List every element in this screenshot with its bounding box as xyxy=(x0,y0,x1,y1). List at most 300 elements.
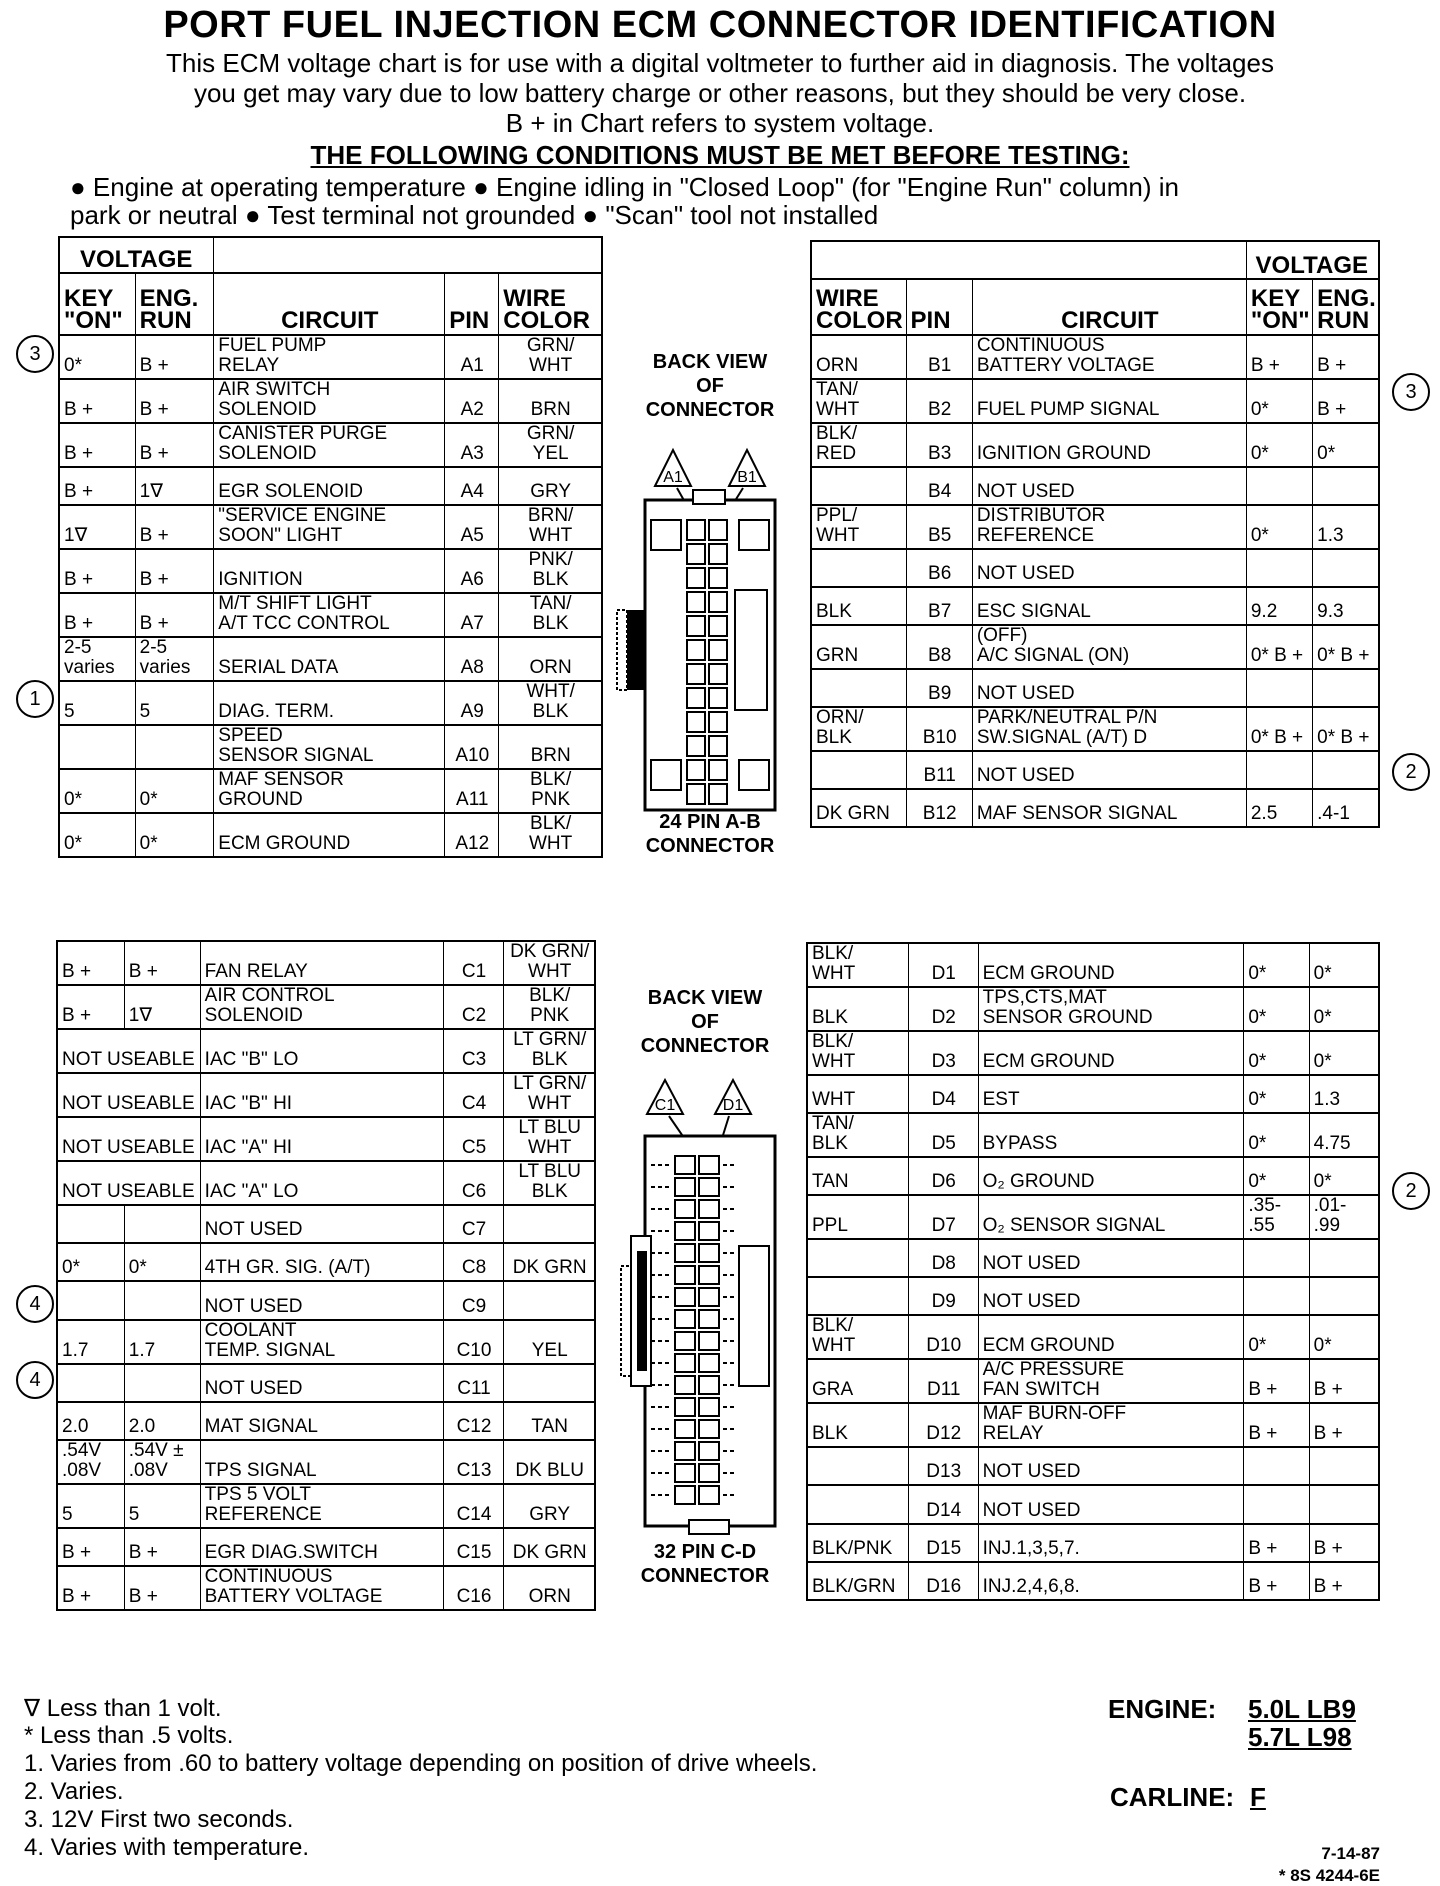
table-row xyxy=(57,1117,595,1161)
eng-run-cell: B + xyxy=(1313,335,1379,379)
key-on-cell: B + xyxy=(57,985,124,1029)
key-on-cell: 0* xyxy=(1246,423,1312,467)
pin-cell: C12 xyxy=(443,1402,504,1440)
pin-cell: D14 xyxy=(908,1485,978,1523)
circuit-cell-line: FAN RELAY xyxy=(204,961,308,982)
wire-color-cell-line: WHT/ xyxy=(526,681,575,703)
wire-color-cell xyxy=(811,379,906,423)
eng-run-cell: B + xyxy=(124,941,200,985)
pin-cell: A11 xyxy=(445,769,499,813)
wire-color-cell-line: TAN/ xyxy=(816,379,858,400)
table-row xyxy=(59,769,602,813)
eng-run-cell: 0* B + xyxy=(1313,707,1379,751)
header-pin: PIN xyxy=(906,279,972,335)
key-on-cell xyxy=(57,1364,124,1402)
pin-cell: D2 xyxy=(908,987,978,1031)
eng-run-cell xyxy=(1313,467,1379,505)
circuit-cell-line: INJ.1,3,5,7. xyxy=(982,1537,1080,1559)
conditions-line-1: ● Engine at operating temperature ● Engine idling in "Closed Loop" (for "Engine Run" column) in xyxy=(70,172,1179,202)
eng-run-cell: 0* xyxy=(135,813,214,857)
circuit-cell xyxy=(972,587,1246,625)
key-on-cell xyxy=(1246,549,1312,587)
eng-run-cell xyxy=(135,725,214,769)
wire-color-cell-line: DK BLU xyxy=(515,1459,584,1481)
circuit-cell xyxy=(214,725,445,769)
circuit-cell-line: "SERVICE ENGINE xyxy=(218,505,387,527)
wire-color-cell-line: WHT xyxy=(529,525,573,547)
table-row xyxy=(57,1073,595,1117)
eng-run-cell: 0* xyxy=(1309,987,1379,1031)
wire-color-cell xyxy=(807,1195,908,1239)
note-1: 1. Varies from .60 to battery voltage depending on position of drive wheels. xyxy=(24,1750,818,1777)
circuit-cell-line: IAC "A" LO xyxy=(204,1181,299,1202)
circuit-cell-line: O₂ SENSOR SIGNAL xyxy=(982,1215,1166,1237)
table-row xyxy=(807,1359,1379,1403)
wire-color-cell-line: GRN xyxy=(816,645,859,666)
pin-cell: A6 xyxy=(445,549,499,593)
wire-color-cell-line: ORN xyxy=(528,1586,571,1608)
table-row xyxy=(811,707,1379,751)
pin-cell: D3 xyxy=(908,1031,978,1075)
circuit-cell xyxy=(978,987,1244,1031)
table-row xyxy=(807,1195,1379,1239)
circuit-cell-line: MAF BURN-OFF xyxy=(982,1403,1127,1425)
note-callout-1: 1 xyxy=(16,680,54,718)
connector-cd-label: 32 PIN C-D CONNECTOR xyxy=(640,1541,770,1587)
conditions-line-2: park or neutral ● Test terminal not grounded ● "Scan" tool not installed xyxy=(70,200,879,230)
pin-cell: D1 xyxy=(908,943,978,987)
circuit-cell-line: SOLENOID xyxy=(204,1005,303,1026)
circuit-cell xyxy=(978,1403,1244,1447)
circuit-cell-line: SERIAL DATA xyxy=(218,657,339,679)
wire-color-cell-line: TAN/ xyxy=(812,1113,854,1135)
wire-color-cell-line: BLK/ xyxy=(812,1315,854,1337)
table-row xyxy=(807,1113,1379,1157)
eng-run-cell: .4-1 xyxy=(1313,789,1379,827)
circuit-cell-line: SENSOR GROUND xyxy=(982,1007,1153,1028)
pin-cell: C16 xyxy=(443,1566,504,1610)
pin-d1-label: D1 xyxy=(722,1097,744,1114)
eng-run-cell: 9.3 xyxy=(1313,587,1379,625)
eng-run-cell: 4.75 xyxy=(1309,1113,1379,1157)
circuit-cell xyxy=(978,1239,1244,1277)
circuit-cell-line: NOT USED xyxy=(976,563,1075,584)
pin-cell: A9 xyxy=(445,681,499,725)
table-row xyxy=(59,379,602,423)
circuit-cell-line: EGR DIAG.SWITCH xyxy=(204,1542,378,1564)
wire-color-cell xyxy=(504,941,595,985)
circuit-cell xyxy=(200,1566,443,1610)
pin-cell: B5 xyxy=(906,505,972,549)
eng-run-cell: 2.0 xyxy=(124,1402,200,1440)
circuit-cell xyxy=(214,813,445,857)
eng-run-cell: B + xyxy=(124,1566,200,1610)
eng-run-cell xyxy=(1309,1485,1379,1523)
circuit-cell xyxy=(972,335,1246,379)
wire-color-cell-line: BLK xyxy=(532,613,569,635)
key-on-cell: B + xyxy=(59,549,135,593)
pin-cell: C6 xyxy=(443,1161,504,1205)
wire-color-cell xyxy=(504,1073,595,1117)
wire-color-cell-line: BLK xyxy=(531,1181,568,1202)
circuit-cell xyxy=(972,669,1246,707)
table-row xyxy=(59,423,602,467)
wire-color-cell-line: PPL/ xyxy=(816,505,858,526)
wire-color-cell xyxy=(504,1281,595,1319)
circuit-cell xyxy=(972,707,1246,751)
table-row xyxy=(811,379,1379,423)
table-row xyxy=(807,1157,1379,1195)
circuit-cell-line: NOT USED xyxy=(204,1295,303,1317)
intro-line-2: you get may vary due to low battery charge or other reasons, but they should be very close. xyxy=(193,78,1247,108)
circuit-cell-line: NOT USED xyxy=(976,481,1075,502)
circuit-cell-line: TPS SIGNAL xyxy=(204,1459,317,1481)
key-on-cell: B + xyxy=(59,423,135,467)
pin-cell: A8 xyxy=(445,637,499,681)
header-wire-color: WIRE COLOR xyxy=(499,273,602,335)
key-on-cell: 0* xyxy=(59,335,135,379)
wire-color-cell xyxy=(811,335,906,379)
wire-color-cell-line: PNK xyxy=(531,789,571,811)
pin-cell: C11 xyxy=(443,1364,504,1402)
wire-color-cell xyxy=(504,1161,595,1205)
circuit-cell-line: NOT USED xyxy=(204,1219,303,1241)
circuit-cell-line: SOON" LIGHT xyxy=(218,525,343,547)
circuit-cell xyxy=(978,1485,1244,1523)
circuit-cell-line: BATTERY VOLTAGE xyxy=(976,355,1155,376)
circuit-cell-line: O₂ GROUND xyxy=(982,1171,1095,1193)
key-on-cell: B + xyxy=(57,1566,124,1610)
key-on-cell xyxy=(1244,1485,1309,1523)
wire-color-cell xyxy=(504,1320,595,1364)
key-on-cell: 0* xyxy=(57,1243,124,1281)
wire-color-cell-line: PNK xyxy=(530,1005,570,1026)
circuit-cell xyxy=(200,1320,443,1364)
circuit-cell-line: GROUND xyxy=(218,789,303,811)
eng-run-cell: 1∇ xyxy=(135,467,214,505)
pin-cell: D15 xyxy=(908,1524,978,1562)
header-eng-run: ENG. RUN xyxy=(135,273,214,335)
wire-color-cell-line: BLK xyxy=(532,701,569,723)
circuit-cell xyxy=(200,985,443,1029)
wire-color-cell xyxy=(504,1205,595,1243)
circuit-cell-line: FAN SWITCH xyxy=(982,1379,1100,1401)
connector-ab-diagram xyxy=(615,440,805,820)
pin-table-d xyxy=(806,942,1380,1601)
pin-cell: C15 xyxy=(443,1528,504,1566)
wire-color-cell-line: TAN/ xyxy=(529,593,572,615)
circuit-cell xyxy=(214,423,445,467)
wire-color-cell-line: WHT xyxy=(816,399,860,420)
table-row xyxy=(57,1566,595,1610)
pin-cell: A10 xyxy=(445,725,499,769)
pin-cell: C13 xyxy=(443,1440,504,1484)
circuit-cell xyxy=(200,941,443,985)
key-on-cell: B + xyxy=(1244,1562,1309,1600)
pin-cell: A1 xyxy=(445,335,499,379)
pin-cell: A12 xyxy=(445,813,499,857)
key-on-cell: 0* xyxy=(1244,1031,1309,1075)
circuit-cell-line: MAF SENSOR SIGNAL xyxy=(976,803,1178,824)
eng-run-cell: B + xyxy=(1309,1562,1379,1600)
circuit-cell xyxy=(972,505,1246,549)
eng-run-cell xyxy=(1309,1239,1379,1277)
wire-color-cell xyxy=(504,1402,595,1440)
key-on-cell: 2-5 varies xyxy=(59,637,135,681)
circuit-cell-line: EGR SOLENOID xyxy=(218,481,363,503)
wire-color-cell-line: YEL xyxy=(531,1339,568,1361)
circuit-cell xyxy=(978,1447,1244,1485)
circuit-cell-line: A/C SIGNAL (ON) xyxy=(976,645,1130,666)
circuit-cell-line: NOT USED xyxy=(982,1499,1081,1521)
circuit-cell xyxy=(972,751,1246,789)
circuit-cell-line: SENSOR SIGNAL xyxy=(218,745,374,767)
wire-color-cell xyxy=(499,769,602,813)
pin-cell: D13 xyxy=(908,1447,978,1485)
table-row xyxy=(807,1075,1379,1113)
pin-cell: D9 xyxy=(908,1277,978,1315)
circuit-cell xyxy=(200,1440,443,1484)
wire-color-cell xyxy=(807,1524,908,1562)
circuit-cell-line: AIR SWITCH xyxy=(218,379,331,400)
circuit-cell xyxy=(214,467,445,505)
wire-color-cell-line: ORN/ xyxy=(816,707,864,728)
circuit-cell xyxy=(972,625,1246,669)
header-eng-run: ENG. RUN xyxy=(1313,279,1379,335)
circuit-cell-line: MAF SENSOR xyxy=(218,769,344,791)
circuit-cell-line: ECM GROUND xyxy=(982,963,1115,984)
pin-cell: C8 xyxy=(443,1243,504,1281)
pin-cell: C9 xyxy=(443,1281,504,1319)
table-row xyxy=(57,1402,595,1440)
note-4: 4. Varies with temperature. xyxy=(24,1834,310,1861)
table-row xyxy=(59,335,602,379)
circuit-cell xyxy=(200,1281,443,1319)
table-row xyxy=(59,505,602,549)
wire-color-cell-line: DK GRN/ xyxy=(510,941,590,962)
circuit-cell-line: EST xyxy=(982,1089,1020,1111)
circuit-cell-line: CONTINUOUS xyxy=(204,1566,333,1588)
circuit-cell xyxy=(972,379,1246,423)
wire-color-cell-line: DK GRN xyxy=(816,803,890,824)
key-on-cell xyxy=(1246,467,1312,505)
eng-run-cell: 5 xyxy=(124,1484,200,1528)
wire-color-cell-line: BLK/ xyxy=(816,423,858,444)
wire-color-cell-line: LT GRN/ xyxy=(513,1029,587,1050)
wire-color-cell xyxy=(811,467,906,505)
circuit-cell xyxy=(978,1315,1244,1359)
key-on-cell: 0* xyxy=(1244,1113,1309,1157)
pin-cell: A2 xyxy=(445,379,499,423)
key-on-cell: B + xyxy=(59,467,135,505)
circuit-cell-line: AIR CONTROL xyxy=(204,985,335,1006)
header-circuit: CIRCUIT xyxy=(972,279,1246,335)
wire-color-cell-line: GRN/ xyxy=(526,423,575,444)
circuit-cell xyxy=(200,1161,443,1205)
circuit-cell-line: NOT USED xyxy=(976,683,1075,704)
wire-color-cell-line: PPL xyxy=(812,1215,848,1237)
circuit-cell xyxy=(200,1484,443,1528)
eng-run-cell: 1∇ xyxy=(124,985,200,1029)
table-row xyxy=(811,587,1379,625)
wire-color-cell-line: BLK xyxy=(531,1049,568,1070)
wire-color-cell xyxy=(504,1440,595,1484)
header-key-on: KEY "ON" xyxy=(59,273,135,335)
wire-color-cell-line: GRY xyxy=(530,481,572,503)
wire-color-cell xyxy=(807,1403,908,1447)
circuit-cell-line: FUEL PUMP xyxy=(218,335,327,356)
circuit-cell-line: BYPASS xyxy=(982,1133,1058,1155)
table-row xyxy=(811,505,1379,549)
wire-color-cell-line: WHT xyxy=(528,1137,572,1158)
pin-cell: C5 xyxy=(443,1117,504,1161)
intro-line-1: This ECM voltage chart is for use with a digital voltmeter to further aid in diagnosis. The voltages xyxy=(166,48,1274,78)
eng-run-cell: 1.3 xyxy=(1313,505,1379,549)
circuit-cell xyxy=(200,1073,443,1117)
wire-color-cell-line: LT BLU xyxy=(518,1161,582,1182)
eng-run-cell xyxy=(1313,669,1379,707)
eng-run-cell: 0* xyxy=(1309,1315,1379,1359)
table-row xyxy=(807,1403,1379,1447)
wire-color-cell-line: BLK xyxy=(812,1133,848,1155)
circuit-cell-line: DIAG. TERM. xyxy=(218,701,335,723)
circuit-cell-line: TEMP. SIGNAL xyxy=(204,1339,336,1361)
eng-run-cell: 1.7 xyxy=(124,1320,200,1364)
circuit-cell xyxy=(978,1562,1244,1600)
eng-run-cell: .54V ± .08V xyxy=(124,1440,200,1484)
eng-run-cell xyxy=(1309,1277,1379,1315)
circuit-cell xyxy=(214,769,445,813)
circuit-cell-line: NOT USED xyxy=(204,1377,303,1399)
table-row xyxy=(807,1485,1379,1523)
circuit-cell xyxy=(972,467,1246,505)
wire-color-cell-line: TAN xyxy=(812,1171,849,1193)
table-row xyxy=(811,625,1379,669)
connector-ab-label: 24 PIN A-B CONNECTOR xyxy=(645,811,775,857)
wire-color-cell-line: WHT xyxy=(812,1051,856,1072)
table-row xyxy=(57,1281,595,1319)
note-less-than-1v: ∇ Less than 1 volt. xyxy=(24,1695,222,1722)
pin-cell: B2 xyxy=(906,379,972,423)
pin-cell: B12 xyxy=(906,789,972,827)
eng-run-cell: 0* xyxy=(1309,1157,1379,1195)
circuit-cell xyxy=(214,549,445,593)
wire-color-cell xyxy=(499,681,602,725)
wire-color-cell xyxy=(499,335,602,379)
voltage-header: VOLTAGE xyxy=(59,237,214,273)
wire-color-cell xyxy=(504,1029,595,1073)
wire-color-cell-line: BLK/ xyxy=(812,1031,854,1052)
circuit-cell-line: PARK/NEUTRAL P/N xyxy=(976,707,1158,728)
wire-color-cell-line: WHT xyxy=(812,1089,856,1111)
key-on-cell: .35- .55 xyxy=(1244,1195,1309,1239)
key-on-cell: NOT USEABLE xyxy=(57,1161,200,1205)
wire-color-cell-line: BRN/ xyxy=(527,505,574,527)
key-on-cell: 9.2 xyxy=(1246,587,1312,625)
wire-color-cell-line: WHT xyxy=(528,1093,572,1114)
wire-color-cell xyxy=(811,505,906,549)
table-row xyxy=(59,467,602,505)
wire-color-cell xyxy=(504,1566,595,1610)
circuit-cell xyxy=(200,1029,443,1073)
circuit-cell-line: IAC "B" LO xyxy=(204,1049,299,1070)
note-callout-4: 4 xyxy=(16,1285,54,1323)
page-title: PORT FUEL INJECTION ECM CONNECTOR IDENTIFICATION xyxy=(163,4,1277,46)
voltage-header: VOLTAGE xyxy=(1246,241,1379,279)
table-row xyxy=(807,943,1379,987)
eng-run-cell: 0* xyxy=(124,1243,200,1281)
engine-value-2: 5.7L L98 xyxy=(1248,1722,1352,1752)
pin-c1-label: C1 xyxy=(654,1097,676,1114)
eng-run-cell: B + xyxy=(1309,1403,1379,1447)
table-row xyxy=(807,1239,1379,1277)
key-on-cell: .54V .08V xyxy=(57,1440,124,1484)
wire-color-cell xyxy=(811,789,906,827)
wire-color-cell-line: BLK/ xyxy=(812,943,854,964)
key-on-cell: B + xyxy=(57,1528,124,1566)
key-on-cell xyxy=(1244,1277,1309,1315)
eng-run-cell: B + xyxy=(135,423,214,467)
wire-color-cell xyxy=(807,1031,908,1075)
key-on-cell: 5 xyxy=(57,1484,124,1528)
wire-color-cell xyxy=(807,1315,908,1359)
key-on-cell: 2.5 xyxy=(1246,789,1312,827)
circuit-cell xyxy=(200,1364,443,1402)
circuit-cell-line: TPS,CTS,MAT xyxy=(982,987,1107,1008)
key-on-cell: B + xyxy=(1244,1524,1309,1562)
key-on-cell: 0* B + xyxy=(1246,707,1312,751)
circuit-cell xyxy=(200,1243,443,1281)
table-row xyxy=(57,1243,595,1281)
eng-run-cell: 5 xyxy=(135,681,214,725)
note-callout-3: 3 xyxy=(1392,373,1430,411)
table-row xyxy=(57,941,595,985)
circuit-cell xyxy=(978,1113,1244,1157)
circuit-cell-line: CANISTER PURGE xyxy=(218,423,388,444)
pin-cell: A3 xyxy=(445,423,499,467)
wire-color-cell-line: YEL xyxy=(532,443,569,464)
key-on-cell xyxy=(1244,1447,1309,1485)
note-less-than-half-v: * Less than .5 volts. xyxy=(24,1722,234,1749)
table-row xyxy=(57,985,595,1029)
wire-color-cell-line: LT GRN/ xyxy=(513,1073,587,1094)
circuit-cell xyxy=(214,593,445,637)
wire-color-cell xyxy=(811,625,906,669)
wire-color-cell xyxy=(811,587,906,625)
pin-cell: B1 xyxy=(906,335,972,379)
pin-cell: C2 xyxy=(443,985,504,1029)
pin-cell: D5 xyxy=(908,1113,978,1157)
eng-run-cell xyxy=(1313,549,1379,587)
key-on-cell xyxy=(1244,1239,1309,1277)
wire-color-cell-line: DK GRN xyxy=(512,1542,587,1564)
circuit-cell xyxy=(972,423,1246,467)
pin-cell: C7 xyxy=(443,1205,504,1243)
circuit-cell-line: SPEED xyxy=(218,725,283,747)
circuit-cell-line: NOT USED xyxy=(982,1253,1081,1275)
wire-color-cell-line: LT BLU xyxy=(518,1117,582,1138)
circuit-cell xyxy=(972,549,1246,587)
circuit-cell-line: RELAY xyxy=(218,355,280,376)
circuit-cell xyxy=(200,1528,443,1566)
eng-run-cell: 0* xyxy=(1313,423,1379,467)
table-row xyxy=(57,1205,595,1243)
eng-run-cell: 1.3 xyxy=(1309,1075,1379,1113)
engine-value-1: 5.0L LB9 xyxy=(1248,1694,1356,1724)
circuit-cell-line: IGNITION xyxy=(218,569,303,591)
circuit-cell-line: IGNITION GROUND xyxy=(976,443,1151,464)
carline-label: CARLINE: xyxy=(1110,1782,1235,1812)
